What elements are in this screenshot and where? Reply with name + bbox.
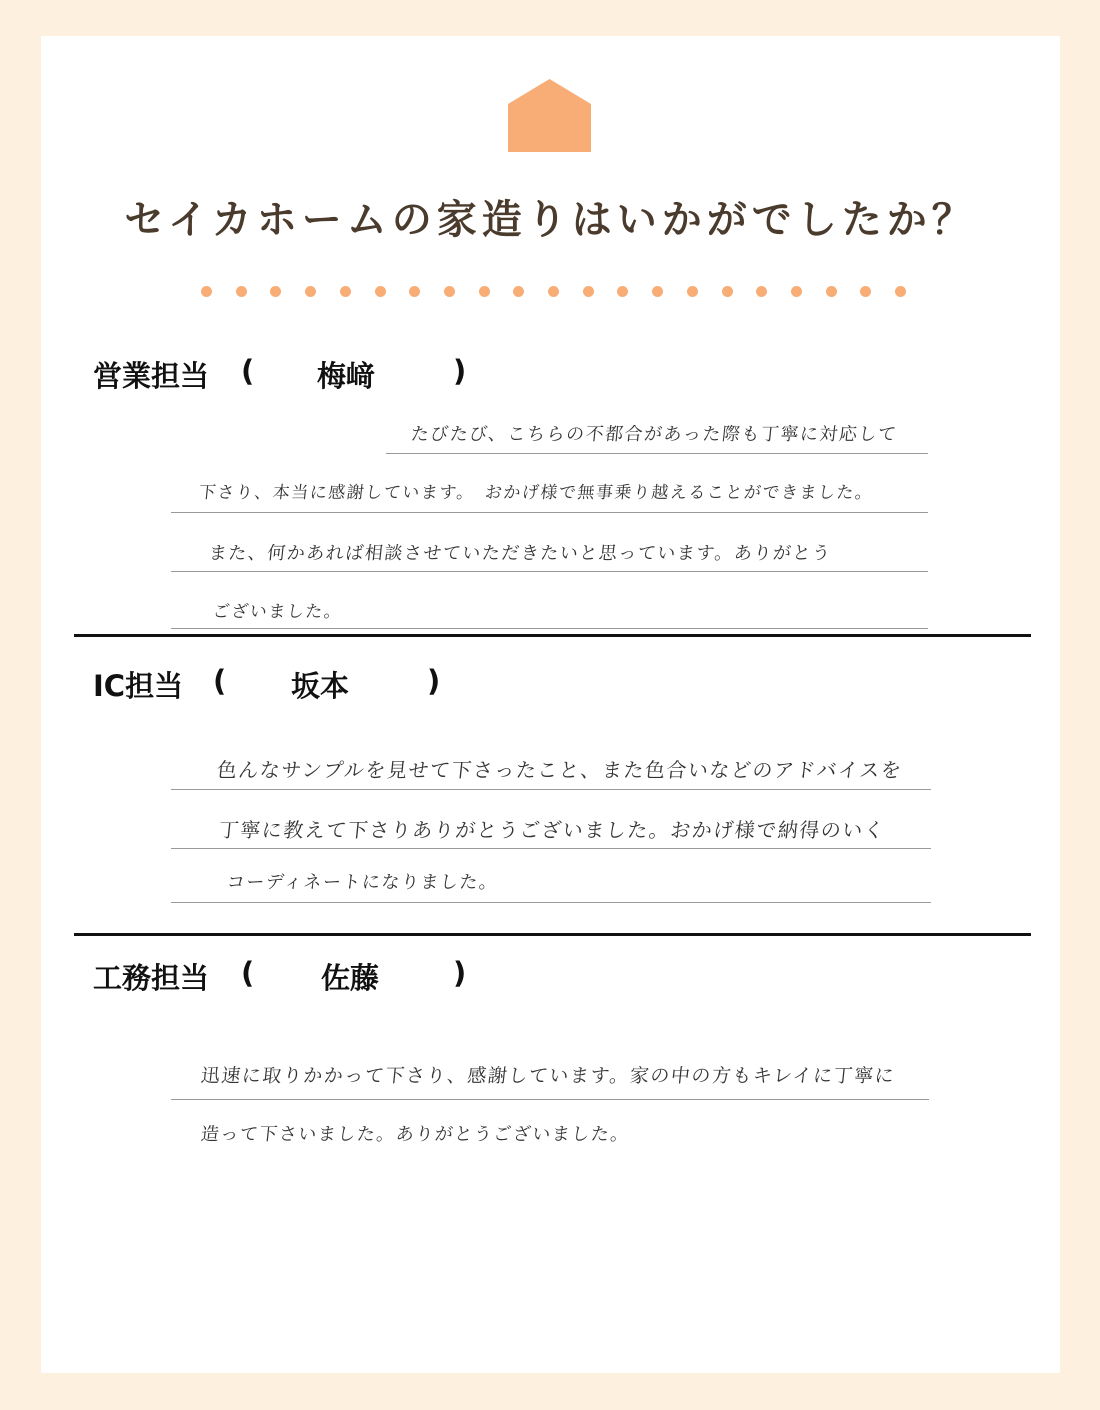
writing-line xyxy=(171,1099,929,1100)
divider-dot xyxy=(340,286,351,297)
divider-dot xyxy=(860,286,871,297)
divider-dot xyxy=(895,286,906,297)
section-label: 営業担当 xyxy=(93,359,210,393)
comment-line: 色んなサンプルを見せて下さったこと、また色合いなどのアドバイスを xyxy=(215,758,904,782)
divider-dot xyxy=(617,286,628,297)
comment-line: 迅速に取りかかって下さり、感謝しています。家の中の方もキレイに丁寧に xyxy=(199,1065,897,1087)
comment-line: 丁寧に教えて下さりありがとうございました。おかげ様で納得のいく xyxy=(217,818,887,842)
comment-line: 下さり、本当に感謝しています。 おかげ様で無事乗り越えることができました。 xyxy=(197,483,875,503)
staff-name: 坂本 xyxy=(291,669,350,703)
divider-dot xyxy=(513,286,524,297)
comment-line: 造って下さいました。ありがとうございました。 xyxy=(199,1124,631,1145)
staff-name: 梅﨑 xyxy=(317,359,376,393)
close-paren: ) xyxy=(453,354,467,388)
writing-line xyxy=(386,453,928,454)
open-paren: ( xyxy=(241,354,255,388)
writing-line xyxy=(171,512,928,513)
divider-dot xyxy=(722,286,733,297)
dotted-divider xyxy=(201,286,901,298)
divider-dot xyxy=(791,286,802,297)
open-paren: ( xyxy=(241,956,255,990)
divider-dot xyxy=(375,286,386,297)
writing-line xyxy=(171,571,928,572)
writing-line xyxy=(171,848,931,849)
divider-dot xyxy=(756,286,767,297)
comment-line: コーディネートになりました。 xyxy=(225,872,500,893)
section-divider xyxy=(74,634,1031,637)
section-divider xyxy=(74,933,1031,936)
divider-dot xyxy=(305,286,316,297)
comment-line: また、何かあれば相談させていただきたいと思っています。ありがとう xyxy=(207,543,833,564)
writing-line xyxy=(171,789,931,790)
close-paren: ) xyxy=(453,956,467,990)
section-label: IC担当 xyxy=(93,669,184,703)
house-icon xyxy=(508,79,591,152)
divider-dot xyxy=(409,286,420,297)
open-paren: ( xyxy=(213,664,227,698)
divider-dot xyxy=(236,286,247,297)
comment-line: たびたび、こちらの不都合があった際も丁寧に対応して xyxy=(409,424,899,445)
divider-dot xyxy=(548,286,559,297)
staff-name: 佐藤 xyxy=(321,961,380,995)
divider-dot xyxy=(479,286,490,297)
divider-dot xyxy=(826,286,837,297)
divider-dot xyxy=(270,286,281,297)
survey-card xyxy=(41,36,1060,1373)
divider-dot xyxy=(687,286,698,297)
section-label: 工務担当 xyxy=(93,961,210,995)
page-title: セイカホームの家造りはいかがでしたか？ xyxy=(124,197,977,243)
writing-line xyxy=(171,628,928,629)
writing-line xyxy=(171,902,931,903)
comment-line: ございました。 xyxy=(211,602,344,622)
divider-dot xyxy=(583,286,594,297)
divider-dot xyxy=(201,286,212,297)
close-paren: ) xyxy=(427,664,441,698)
divider-dot xyxy=(444,286,455,297)
divider-dot xyxy=(652,286,663,297)
